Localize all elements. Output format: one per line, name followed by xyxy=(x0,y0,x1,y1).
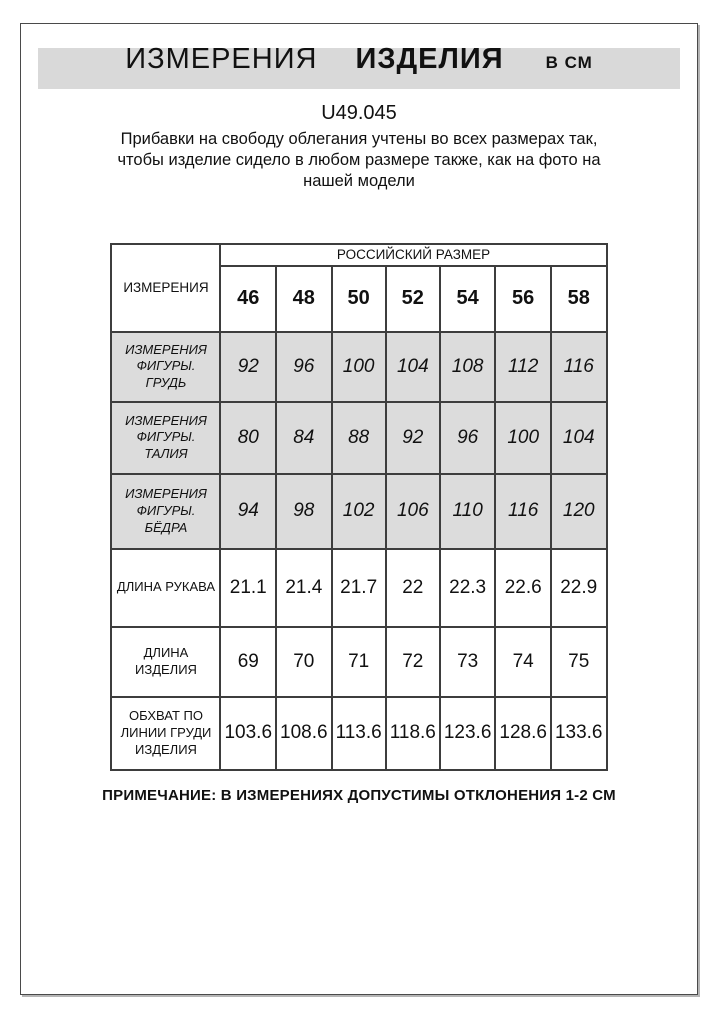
measurement-value-cell: 21.4 xyxy=(276,549,332,627)
measurement-value-cell: 22.9 xyxy=(551,549,607,627)
measurement-value-cell: 74 xyxy=(495,627,551,697)
size-header-cell: 56 xyxy=(495,266,551,332)
corner-header-cell: ИЗМЕРЕНИЯ xyxy=(111,244,220,332)
measurement-value-cell: 100 xyxy=(332,332,386,402)
measurement-value-cell: 22.3 xyxy=(440,549,496,627)
measurement-row-label: ДЛИНА ИЗДЕЛИЯ xyxy=(111,627,220,697)
measurement-value-cell: 104 xyxy=(551,402,607,474)
size-header-cell: 50 xyxy=(332,266,386,332)
measurement-value-cell: 84 xyxy=(276,402,332,474)
table-row-chest-girth xyxy=(111,697,606,770)
measurement-value-cell: 112 xyxy=(495,332,551,402)
measurement-value-cell: 110 xyxy=(440,474,496,549)
fit-description-line: нашей модели xyxy=(303,171,415,190)
group-header-cell: РОССИЙСКИЙ РАЗМЕР xyxy=(220,244,606,266)
measurement-value-cell: 103.6 xyxy=(220,697,276,770)
measurement-value-cell: 92 xyxy=(220,332,276,402)
measurement-value-cell: 96 xyxy=(276,332,332,402)
measurement-row-label: ИЗМЕРЕНИЯ ФИГУРЫ. ТАЛИЯ xyxy=(111,402,220,474)
table-row-figure-waist xyxy=(111,402,606,474)
table-row-sleeve-length xyxy=(111,549,606,627)
measurement-value-cell: 98 xyxy=(276,474,332,549)
size-header-cell: 54 xyxy=(440,266,496,332)
measurement-value-cell: 72 xyxy=(386,627,440,697)
measurement-value-cell: 21.7 xyxy=(332,549,386,627)
measurement-row-label: ИЗМЕРЕНИЯ ФИГУРЫ. БЁДРА xyxy=(111,474,220,549)
page-title-bold: ИЗДЕЛИЯ xyxy=(355,43,504,75)
table-row-figure-hips xyxy=(111,474,606,549)
page-title: ИЗМЕРЕНИЯ xyxy=(125,43,318,75)
table-row-item-length xyxy=(111,627,606,697)
measurement-value-cell: 116 xyxy=(495,474,551,549)
measurement-value-cell: 108 xyxy=(440,332,496,402)
measurement-value-cell: 88 xyxy=(332,402,386,474)
measurements-table xyxy=(110,243,607,771)
measurement-value-cell: 120 xyxy=(551,474,607,549)
fit-description-line: чтобы изделие сидело в любом размере также, как на фото на xyxy=(117,150,601,169)
tolerance-note: ПРИМЕЧАНИЕ: В ИЗМЕРЕНИЯХ ДОПУСТИМЫ ОТКЛОНЕНИЯ 1-2 СМ xyxy=(102,786,616,804)
fit-description xyxy=(89,129,629,192)
measurement-value-cell: 94 xyxy=(220,474,276,549)
measurement-value-cell: 22.6 xyxy=(495,549,551,627)
measurement-value-cell: 104 xyxy=(386,332,440,402)
measurement-row-label: ИЗМЕРЕНИЯ ФИГУРЫ. ГРУДЬ xyxy=(111,332,220,402)
measurement-value-cell: 118.6 xyxy=(386,697,440,770)
measurement-value-cell: 102 xyxy=(332,474,386,549)
model-code: U49.045 xyxy=(321,102,397,124)
page-frame xyxy=(20,23,698,995)
measurement-value-cell: 123.6 xyxy=(440,697,496,770)
measurement-value-cell: 92 xyxy=(386,402,440,474)
size-header-cell: 46 xyxy=(220,266,276,332)
measurement-value-cell: 108.6 xyxy=(276,697,332,770)
measurement-value-cell: 116 xyxy=(551,332,607,402)
measurement-value-cell: 80 xyxy=(220,402,276,474)
measurement-value-cell: 75 xyxy=(551,627,607,697)
measurement-row-label: ДЛИНА РУКАВА xyxy=(111,549,220,627)
measurement-value-cell: 70 xyxy=(276,627,332,697)
measurement-value-cell: 106 xyxy=(386,474,440,549)
title-bar xyxy=(38,43,680,89)
measurement-value-cell: 100 xyxy=(495,402,551,474)
size-header-cell: 48 xyxy=(276,266,332,332)
size-header-cell: 58 xyxy=(551,266,607,332)
fit-description-line: Прибавки на свободу облегания учтены во всех размерах так, xyxy=(120,130,598,148)
measurement-value-cell: 22 xyxy=(386,549,440,627)
measurement-value-cell: 113.6 xyxy=(332,697,386,770)
measurement-value-cell: 21.1 xyxy=(220,549,276,627)
measurement-value-cell: 128.6 xyxy=(495,697,551,770)
table-row xyxy=(111,244,606,266)
measurement-value-cell: 69 xyxy=(220,627,276,697)
measurement-row-label: ОБХВАТ ПО ЛИНИИ ГРУДИ ИЗДЕЛИЯ xyxy=(111,697,220,770)
page-title-units: В СМ xyxy=(545,53,593,72)
measurement-value-cell: 133.6 xyxy=(551,697,607,770)
measurement-value-cell: 71 xyxy=(332,627,386,697)
table-row-figure-chest xyxy=(111,332,606,402)
size-header-cell: 52 xyxy=(386,266,440,332)
measurement-value-cell: 73 xyxy=(440,627,496,697)
measurement-value-cell: 96 xyxy=(440,402,496,474)
